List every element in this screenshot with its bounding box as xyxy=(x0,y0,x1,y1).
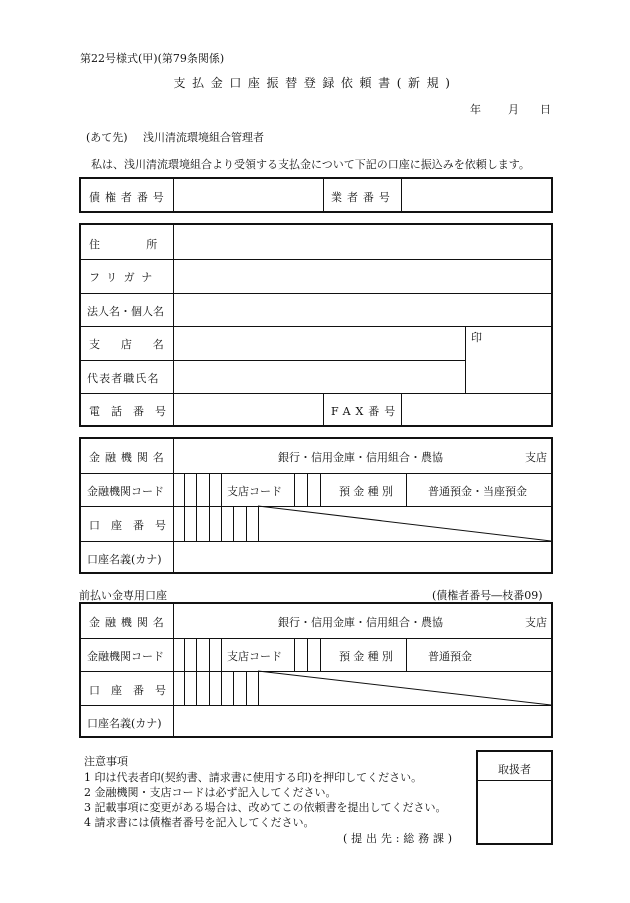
prepay-institution-label: 金融機関名 xyxy=(89,616,169,629)
prepay-account-number-diagonal xyxy=(258,671,551,705)
furigana-label: フリガナ xyxy=(89,271,159,284)
institution-label: 金融機関名 xyxy=(89,451,169,464)
addressee-prefix: (あて先) xyxy=(86,131,128,144)
form-number: 第22号様式(甲)(第79条関係) xyxy=(80,52,225,65)
date-month: 月 xyxy=(508,103,519,116)
prepay-bank-box xyxy=(79,602,553,738)
representative-label: 代表者職氏名 xyxy=(87,372,160,385)
note-item: 3 記載事項に変更がある場合は、改めてこの依頼書を提出してください。 xyxy=(84,801,447,814)
prepay-institution-types: 銀行・信用金庫・信用組合・農協 xyxy=(278,616,443,629)
prepay-deposit-type-label: 預金種別 xyxy=(339,650,397,663)
addressee: 浅川清流環境組合管理者 xyxy=(143,131,264,144)
account-number-diagonal xyxy=(258,506,551,541)
prepay-deposit-types: 普通預金 xyxy=(428,650,472,663)
fax-label: FAX番号 xyxy=(331,405,401,418)
note-item: 2 金融機関・支店コードは必ず記入してください。 xyxy=(84,786,337,799)
prepay-branch-suffix: 支店 xyxy=(525,616,547,629)
branch-suffix: 支店 xyxy=(525,451,547,464)
vendor-number-label: 業者番号 xyxy=(331,191,395,204)
prepay-account-number-label: 口座番号 xyxy=(89,684,177,697)
prepay-branch-code-label: 支店コード xyxy=(227,650,282,663)
handler-box xyxy=(476,750,553,845)
note-item: 4 請求書には債権者番号を記入してください。 xyxy=(84,816,315,829)
date-year: 年 xyxy=(470,103,481,116)
prepay-section-note: (債権者番号―枝番09) xyxy=(432,589,543,602)
phone-label: 電話番号 xyxy=(89,405,177,418)
institution-code-label: 金融機関コード xyxy=(87,485,164,498)
bank-box xyxy=(79,437,553,574)
prepay-account-name-label: 口座名義(カナ) xyxy=(87,717,162,730)
institution-types: 銀行・信用金庫・信用組合・農協 xyxy=(278,451,443,464)
date-day: 日 xyxy=(540,103,551,116)
handler-label: 取扱者 xyxy=(498,763,531,776)
submit-to: (提出先:総務課) xyxy=(343,832,456,845)
form-title: 支払金口座振替登録依頼書(新規) xyxy=(173,76,457,90)
notes-heading: 注意事項 xyxy=(84,755,128,768)
prepay-institution-code-label: 金融機関コード xyxy=(87,650,164,663)
account-number-label: 口座番号 xyxy=(89,519,177,532)
applicant-box xyxy=(79,223,553,427)
address-label: 住所 xyxy=(89,238,204,251)
id-box xyxy=(79,177,553,213)
deposit-type-label: 預金種別 xyxy=(339,485,397,498)
deposit-types: 普通預金・当座預金 xyxy=(428,485,527,498)
account-name-label: 口座名義(カナ) xyxy=(87,553,162,566)
branch-name-label: 支店名 xyxy=(89,338,185,351)
name-label: 法人名・個人名 xyxy=(87,305,164,318)
seal-label: 印 xyxy=(471,331,482,344)
creditor-number-label: 債権者番号 xyxy=(89,191,169,204)
note-item: 1 印は代表者印(契約書、請求書に使用する印)を押印してください。 xyxy=(84,771,423,784)
request-text: 私は、浅川清流環境組合より受領する支払金について下記の口座に振込みを依頼します。 xyxy=(91,158,530,171)
branch-code-label: 支店コード xyxy=(227,485,282,498)
prepay-section-title: 前払い金専用口座 xyxy=(79,589,167,602)
